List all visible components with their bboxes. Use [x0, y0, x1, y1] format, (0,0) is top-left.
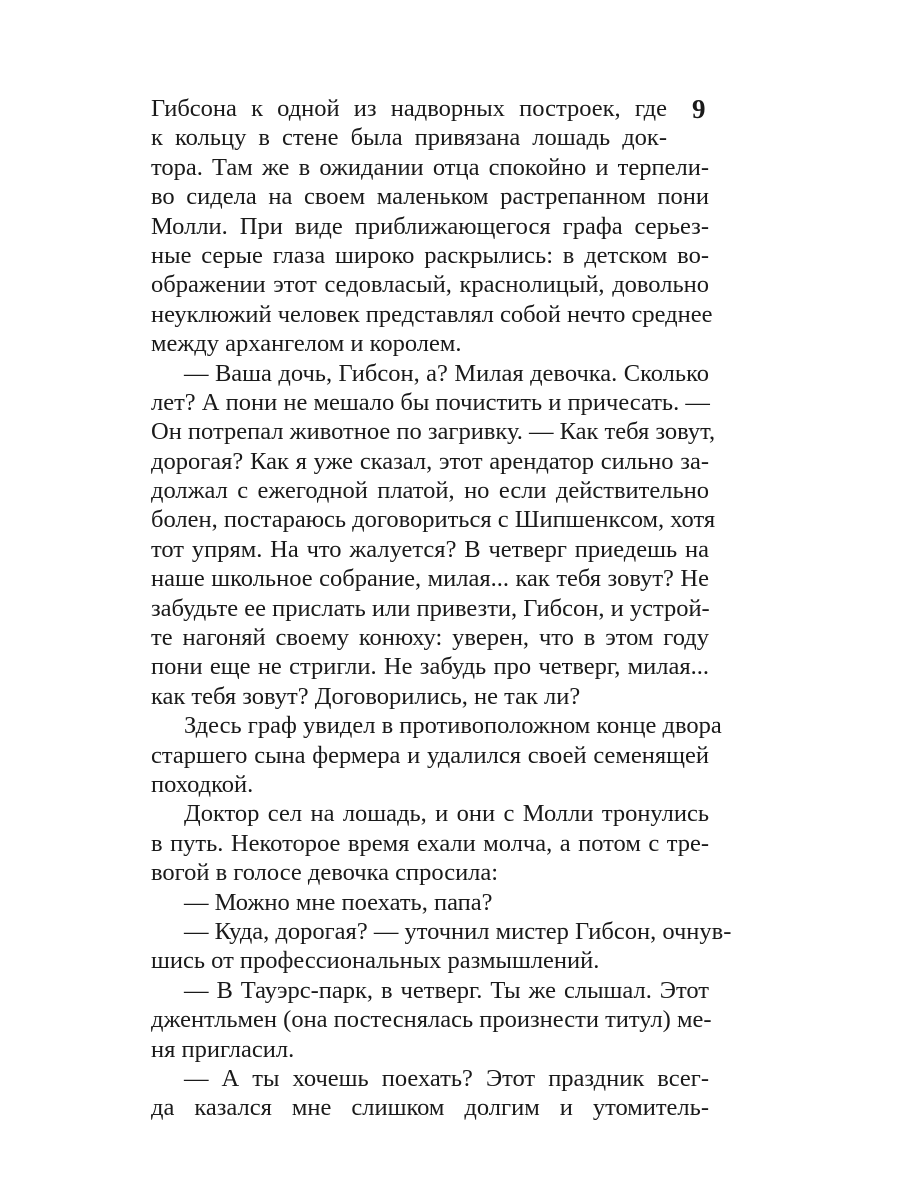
text-line: лет? А пони не мешало бы почистить и причесать. —: [151, 388, 710, 416]
text-line: Молли. При виде приближающегося графа серьез-: [151, 212, 709, 240]
text-line: — Ваша дочь, Гибсон, а? Милая девочка. Сколько: [184, 359, 709, 387]
text-line: Доктор сел на лошадь, и они с Молли тронулись: [184, 800, 709, 828]
text-line: наше школьное собрание, милая... как тебя зовут? Не: [151, 565, 709, 593]
text-line: — А ты хочешь поехать? Этот праздник всег-: [184, 1064, 709, 1092]
text-line: пони еще не стригли. Не забудь про четверг, милая...: [151, 653, 709, 681]
text-line: неуклюжий человек представлял собой нечто среднее: [151, 300, 713, 328]
text-line: забудьте ее прислать или привезти, Гибсон, и устрой-: [151, 594, 710, 622]
text-line: шись от профессиональных размышлений.: [151, 947, 600, 975]
text-line: в путь. Некоторое время ехали молча, а потом с тре-: [151, 829, 709, 857]
text-line: — В Тауэрс-парк, в четверг. Ты же слышал. Этот: [184, 976, 709, 1004]
text-line: вогой в голосе девочка спросила:: [151, 859, 499, 887]
text-line: ня пригласил.: [151, 1035, 295, 1063]
text-line: дорогая? Как я уже сказал, этот арендатор сильно за-: [151, 447, 709, 475]
text-line: те нагоняй своему конюху: уверен, что в этом году: [151, 624, 709, 652]
text-line: ные серые глаза широко раскрылись: в детском во-: [151, 241, 709, 269]
text-line: старшего сына фермера и удалился своей семенящей: [151, 741, 709, 769]
page-number: 9: [692, 94, 706, 124]
text-line: джентльмен (она постеснялась произнести титул) ме-: [151, 1006, 712, 1034]
text-line: Он потрепал животное по загривку. — Как тебя зовут,: [151, 418, 716, 446]
text-line: — Куда, дорогая? — уточнил мистер Гибсон, очнув-: [184, 917, 732, 945]
text-line: — Можно мне поехать, папа?: [184, 888, 493, 916]
text-line: болен, постараюсь договориться с Шипшенксом, хотя: [151, 506, 716, 534]
text-line: Гибсона к одной из надворных построек, где: [151, 95, 667, 122]
text-line: походкой.: [151, 770, 254, 798]
text-line: тора. Там же в ожидании отца спокойно и терпели-: [151, 153, 709, 181]
text-line: во сидела на своем маленьком растрепанном пони: [151, 183, 709, 211]
body-text: [151, 94, 732, 1123]
text-line: к кольцу в стене была привязана лошадь док-: [151, 124, 667, 152]
text-line: между архангелом и королем.: [151, 330, 462, 358]
text-line: тот упрям. На что жалуется? В четверг приедешь на: [151, 535, 709, 563]
text-line: ображении этот седовласый, краснолицый, довольно: [151, 271, 709, 299]
text-line: должал с ежегодной платой, но если действительно: [151, 477, 709, 505]
text-line: как тебя зовут? Договорились, не так ли?: [151, 682, 581, 710]
text-line: да казался мне слишком долгим и утомитель-: [151, 1094, 709, 1122]
text-line: Здесь граф увидел в противоположном конце двора: [184, 712, 722, 740]
